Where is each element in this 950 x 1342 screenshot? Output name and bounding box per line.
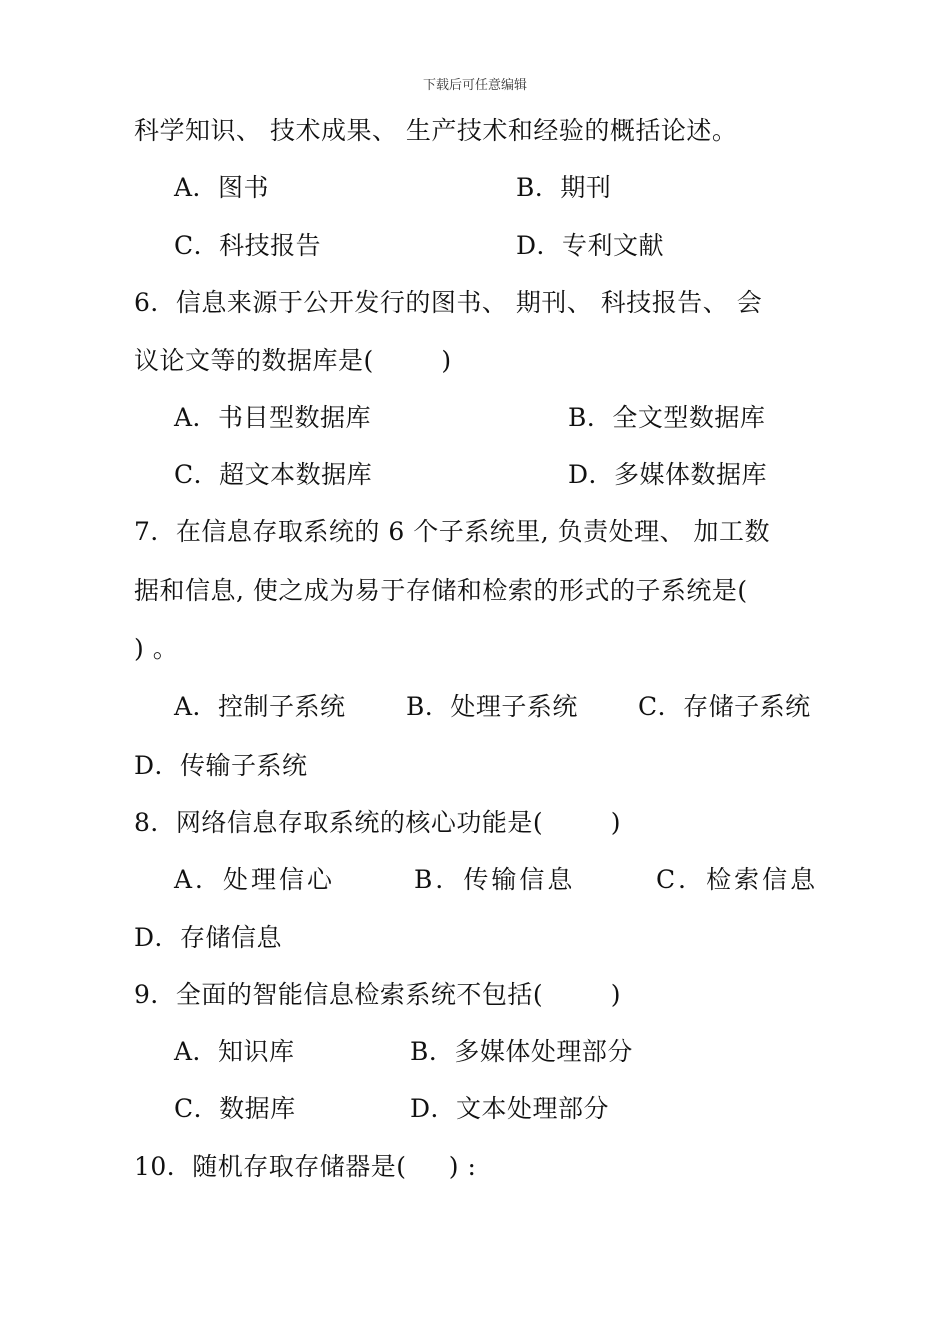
page-header: 下载后可任意编辑 [422,78,527,93]
q6-option-b: B．全文型数据库 [568,403,766,432]
q7-line-1: 7．在信息存取系统的 6 个子系统里, 负责处理、 加工数 [134,517,771,546]
q5-option-c: C．科技报告 [174,231,322,260]
q7-option-a: A．控制子系统 [174,692,346,721]
q6-option-d: D．多媒体数据库 [568,460,768,489]
q5-option-d: D．专利文献 [516,231,665,260]
q8-option-d: D．存储信息 [134,923,283,952]
q10-line-1: 10．随机存取存储器是( ) : [134,1152,477,1181]
q5-option-a: A．图书 [174,173,270,202]
q7-option-d: D．传输子系统 [134,751,308,780]
q8-option-c: C．检索信息 [656,865,819,894]
q5-option-b: B．期刊 [516,173,612,202]
q9-option-d: D．文本处理部分 [410,1094,610,1123]
q9-option-c: C．数据库 [174,1094,296,1123]
q5-continuation: 科学知识、 技术成果、 生产技术和经验的概括论述。 [134,116,738,145]
q9-line-1: 9．全面的智能信息检索系统不包括( ) [134,980,621,1009]
q7-line-3: ) 。 [134,634,179,663]
q7-option-c: C．存储子系统 [638,692,811,721]
q7-line-2: 据和信息, 使之成为易于存储和检索的形式的子系统是( [134,576,748,605]
q8-option-a: A．处理信心 [174,865,336,894]
q6-option-a: A．书目型数据库 [174,403,372,432]
q9-option-b: B．多媒体处理部分 [410,1037,633,1066]
q6-line-2: 议论文等的数据库是( ) [134,346,452,375]
q8-option-b: B．传输信息 [414,865,576,894]
q8-line-1: 8．网络信息存取系统的核心功能是( ) [134,808,621,837]
q9-option-a: A．知识库 [174,1037,295,1066]
q7-option-b: B．处理子系统 [406,692,578,721]
q6-line-1: 6．信息来源于公开发行的图书、 期刊、 科技报告、 会 [134,288,763,317]
q6-option-c: C．超文本数据库 [174,460,373,489]
